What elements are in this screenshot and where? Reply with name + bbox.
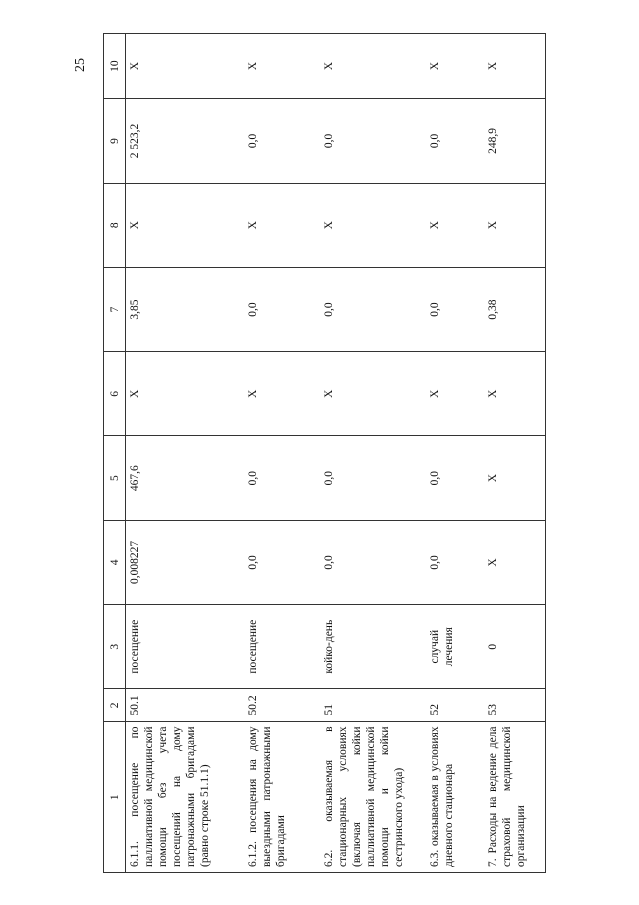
row-unit: случай лечения (426, 605, 484, 689)
row-code: 50.2 (244, 689, 320, 722)
cell-value: 0,0 (244, 520, 320, 604)
cell-value: 467,6 (126, 436, 244, 520)
cell-value: 0,0 (320, 436, 426, 520)
cell-value: X (244, 34, 320, 99)
column-header: 3 (104, 605, 126, 689)
row-code: 50.1 (126, 689, 244, 722)
row-label: 6.2. оказываемая в стационарных условиях (включая койки паллиативной медицинской помощи и койки сестринского ухода) (320, 722, 426, 873)
row-unit: 0 (484, 605, 546, 689)
row-code: 52 (426, 689, 484, 722)
column-header: 1 (104, 722, 126, 873)
cell-value: 3,85 (126, 267, 244, 351)
table-row (484, 34, 546, 873)
column-header: 7 (104, 267, 126, 351)
cell-value: X (484, 183, 546, 267)
row-code: 51 (320, 689, 426, 722)
row-label: 7. Расходы на ведение дела страховой медицинской организации (484, 722, 546, 873)
cell-value: 248,9 (484, 99, 546, 183)
cell-value: X (244, 352, 320, 436)
column-header: 9 (104, 99, 126, 183)
row-label: 6.1.1. посещение по паллиативной медицинской помощи без учета посещений на дому патронажными бригадами (равно строке 51.1.1) (126, 722, 244, 873)
cell-value: 0,0 (320, 520, 426, 604)
cell-value: X (126, 34, 244, 99)
cell-value: X (244, 183, 320, 267)
cell-value: X (320, 352, 426, 436)
cell-value: X (484, 34, 546, 99)
cell-value: 0,0 (426, 267, 484, 351)
cell-value: X (426, 183, 484, 267)
header-row (104, 34, 126, 873)
column-header: 2 (104, 689, 126, 722)
table-row (320, 34, 426, 873)
cell-value: X (126, 352, 244, 436)
cell-value: 0,0 (320, 99, 426, 183)
cell-value: 0,0 (320, 267, 426, 351)
rotated-table-container (103, 33, 527, 873)
cell-value: X (320, 34, 426, 99)
column-header: 10 (104, 34, 126, 99)
row-unit: койко-день (320, 605, 426, 689)
cell-value: X (426, 34, 484, 99)
column-header: 5 (104, 436, 126, 520)
cell-value: X (484, 520, 546, 604)
table-row (426, 34, 484, 873)
row-label: 6.3. оказываемая в условиях дневного стационара (426, 722, 484, 873)
cell-value: 0,0 (244, 436, 320, 520)
cell-value: X (426, 352, 484, 436)
column-header: 4 (104, 520, 126, 604)
row-unit: посещение (126, 605, 244, 689)
cell-value: 2 523,2 (126, 99, 244, 183)
cell-value: X (126, 183, 244, 267)
row-label: 6.1.2. посещения на дому выездными патронажными бригадами (244, 722, 320, 873)
cell-value: 0,0 (244, 267, 320, 351)
cell-value: X (484, 436, 546, 520)
row-code: 53 (484, 689, 546, 722)
row-unit: посещение (244, 605, 320, 689)
cell-value: X (484, 352, 546, 436)
cell-value: 0,0 (426, 520, 484, 604)
page-number: 25 (73, 58, 88, 72)
cell-value: 0,0 (244, 99, 320, 183)
cell-value: 0,008227 (126, 520, 244, 604)
cell-value: 0,38 (484, 267, 546, 351)
table-row (244, 34, 320, 873)
tariff-table (103, 33, 546, 873)
cell-value: X (320, 183, 426, 267)
table-row (126, 34, 244, 873)
cell-value: 0,0 (426, 436, 484, 520)
column-header: 6 (104, 352, 126, 436)
column-header: 8 (104, 183, 126, 267)
cell-value: 0,0 (426, 99, 484, 183)
